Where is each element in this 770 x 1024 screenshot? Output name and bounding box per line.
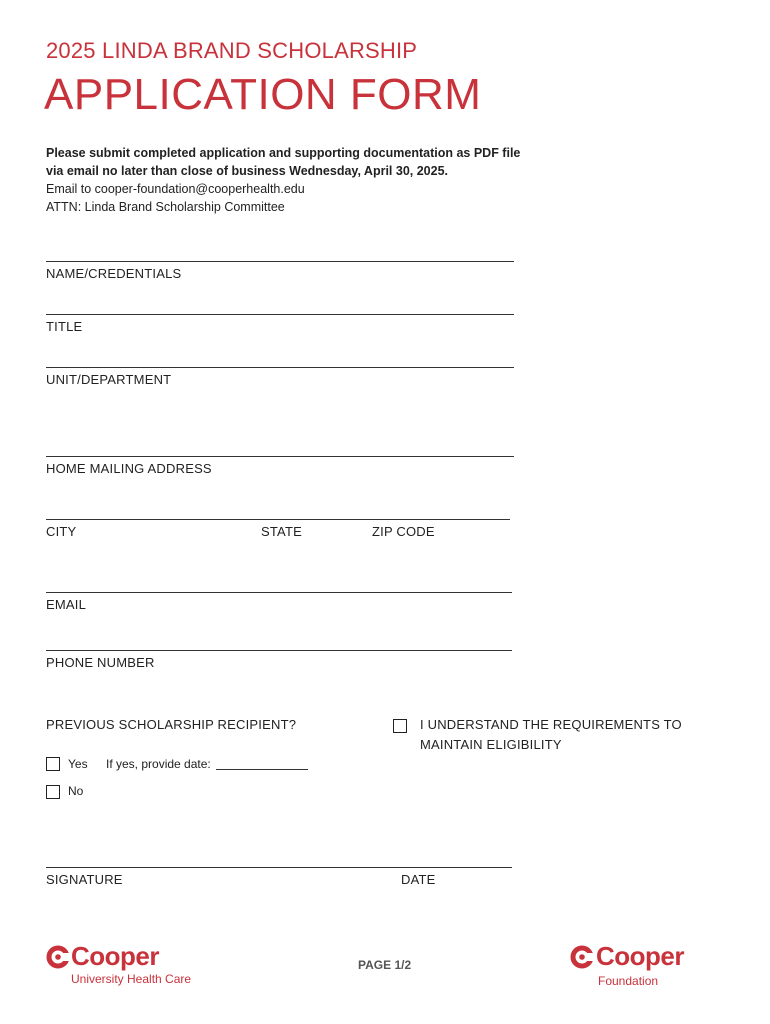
no-label: No (68, 784, 84, 798)
yes-checkbox[interactable] (46, 757, 60, 771)
instruction-line-2: via email no later than close of business Wednesday, April 30, 2025. (46, 164, 449, 178)
unit-label: UNIT/DEPARTMENT (46, 372, 172, 387)
cooper-uhc-logo-word: Cooper (71, 941, 159, 971)
form-title: APPLICATION FORM (44, 70, 482, 119)
cooper-uhc-logo-sub: University Health Care (71, 972, 192, 986)
title-label: TITLE (46, 319, 83, 334)
email-field[interactable] (46, 592, 512, 593)
signature-label: SIGNATURE (46, 872, 123, 887)
page-number: PAGE 1/2 (358, 958, 412, 972)
understand-label-line-2: MAINTAIN ELIGIBILITY (420, 737, 562, 752)
yes-label: Yes (68, 757, 88, 771)
understand-checkbox[interactable] (393, 719, 407, 733)
form-subtitle: 2025 LINDA BRAND SCHOLARSHIP (46, 38, 418, 63)
email-label: EMAIL (46, 597, 87, 612)
yes-date-prompt: If yes, provide date: (106, 757, 211, 771)
city-state-zip-field[interactable] (46, 519, 510, 520)
name-field[interactable] (46, 261, 514, 262)
zip-label: ZIP CODE (372, 524, 435, 539)
address-label: HOME MAILING ADDRESS (46, 461, 212, 476)
state-label: STATE (261, 524, 302, 539)
cooper-foundation-c-logo-icon (570, 945, 594, 969)
instruction-attn: ATTN: Linda Brand Scholarship Committee (46, 200, 285, 214)
cooper-c-logo-icon (46, 945, 70, 969)
name-label: NAME/CREDENTIALS (46, 266, 182, 281)
city-label: CITY (46, 524, 77, 539)
phone-label: PHONE NUMBER (46, 655, 155, 670)
phone-field[interactable] (46, 650, 512, 651)
yes-date-field[interactable] (216, 769, 308, 770)
cooper-foundation-logo-sub: Foundation (598, 974, 659, 988)
scholarship-question: PREVIOUS SCHOLARSHIP RECIPIENT? (46, 717, 297, 732)
unit-field[interactable] (46, 367, 514, 368)
address-field[interactable] (46, 456, 514, 457)
understand-label-line-1: I UNDERSTAND THE REQUIREMENTS TO (420, 717, 682, 732)
title-field[interactable] (46, 314, 514, 315)
no-checkbox[interactable] (46, 785, 60, 799)
cooper-foundation-logo-word: Cooper (596, 941, 684, 971)
date-label: DATE (401, 872, 436, 887)
instruction-email: Email to cooper-foundation@cooperhealth.edu (46, 182, 305, 196)
instruction-line-1: Please submit completed application and supporting documentation as PDF file (46, 146, 521, 160)
signature-date-field[interactable] (46, 867, 512, 868)
